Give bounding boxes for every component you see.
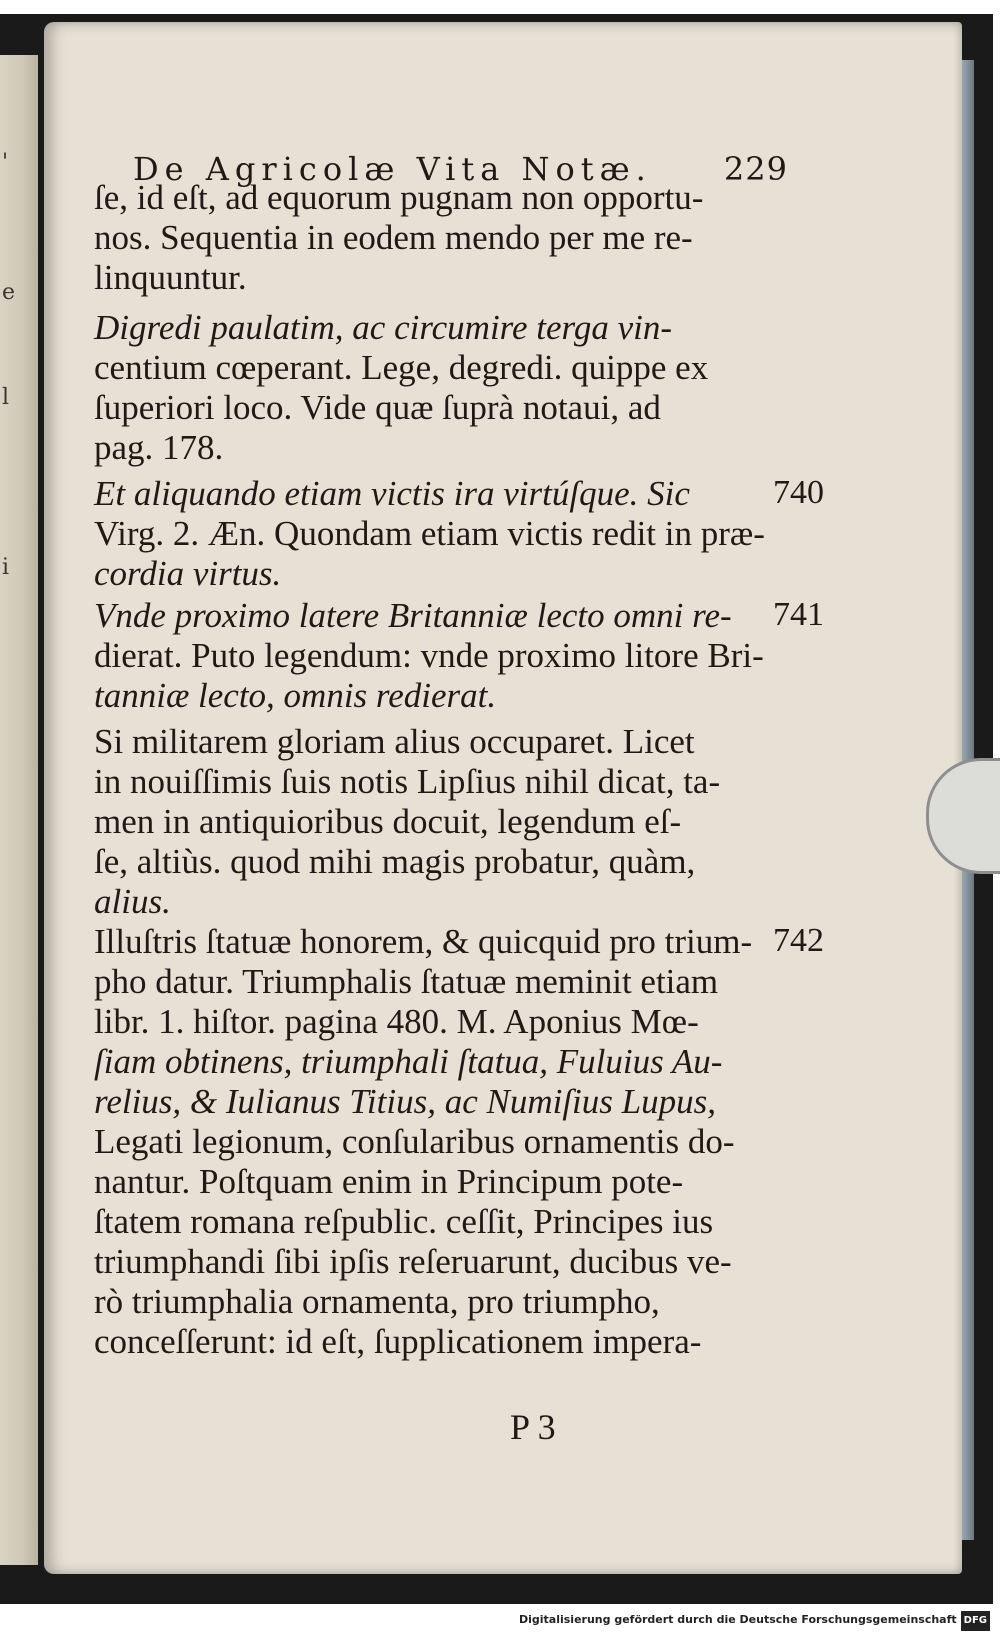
book-page	[44, 22, 962, 1574]
text-line: in nouiſſimis ſuis notis Lipſius nihil dicat, ta-	[94, 762, 721, 801]
text-line: ſiam obtinens, triumphali ſtatua, Fuluius Au-	[94, 1042, 723, 1081]
text-line: triumphandi ſibi ipſis reſeruarunt, ducibus ve-	[94, 1242, 732, 1281]
text-line: relius, & Iulianus Titius, ac Numiſius Lupus,	[94, 1082, 716, 1121]
text-line: ſuperiori loco. Vide quæ ſuprà notaui, ad	[94, 388, 661, 427]
signature-mark: P 3	[510, 1407, 556, 1447]
running-head-title: De Agricolæ Vita Notæ.	[133, 150, 652, 188]
text-line: Digredi paulatim, ac circumire terga vin-	[94, 308, 673, 347]
page-number: 229	[723, 150, 788, 188]
text-line: conceſſerunt: id eſt, ſupplicationem impera-	[94, 1322, 702, 1361]
margin-number: 740	[773, 474, 824, 511]
dfg-logo: DFG	[961, 1611, 990, 1631]
text-line: men in antiquioribus docuit, legendum eſ-	[94, 802, 682, 841]
text-line: centium cœperant. Lege, degredi. quippe ex	[94, 348, 709, 387]
text-line: cordia virtus.	[94, 554, 282, 593]
text-line: alius.	[94, 882, 171, 921]
text-line: rò triumphalia ornamenta, pro triumpho,	[94, 1282, 660, 1321]
bleed-mark: '	[2, 150, 9, 175]
bleed-mark: i	[2, 555, 10, 580]
text-line: nos. Sequentia in eodem mendo per me re-	[94, 218, 693, 257]
text-line: Legati legionum, conſularibus ornamentis do-	[94, 1122, 735, 1161]
text-line: libr. 1. hiſtor. pagina 480. M. Aponius Mœ-	[94, 1002, 699, 1041]
text-line: tanniæ lecto, omnis redierat.	[94, 676, 497, 715]
text-line: pag. 178.	[94, 428, 224, 467]
text-line: ſe, altiùs. quod mihi magis probatur, quàm,	[94, 842, 696, 881]
text-line: Vnde proximo latere Britanniæ lecto omni re-	[94, 596, 732, 635]
margin-number: 741	[773, 596, 824, 633]
facing-page-margin	[0, 55, 38, 1565]
bleed-mark: l	[2, 385, 10, 410]
text-line: pho datur. Triumphalis ſtatuæ meminit etiam	[94, 962, 719, 1001]
margin-number: 742	[773, 922, 824, 959]
text-line: Si militarem gloriam alius occuparet. Licet	[94, 722, 695, 761]
text-line: Virg. 2. Æn. Quondam etiam victis redit in præ-	[94, 514, 765, 553]
text-line: Illuſtris ſtatuæ honorem, & quicquid pro trium-	[94, 922, 753, 961]
bleed-mark: e	[2, 280, 16, 305]
digitization-footer	[519, 1610, 990, 1630]
text-line: ſtatem romana reſpublic. ceſſit, Principes ius	[94, 1202, 714, 1241]
text-line: Et aliquando etiam victis ira virtúſque. Sic	[94, 474, 690, 513]
text-line: linquuntur.	[94, 258, 247, 297]
footer-text: Digitalisierung gefördert durch die Deutsche Forschungsgemeinschaft	[518, 1613, 957, 1626]
text-line: nantur. Poſtquam enim in Principum pote-	[94, 1162, 684, 1201]
text-line: dierat. Puto legendum: vnde proximo litore Bri-	[94, 636, 764, 675]
text-line: ſe, id eſt, ad equorum pugnam non opportu-	[94, 178, 704, 217]
page-tab	[926, 758, 1000, 874]
